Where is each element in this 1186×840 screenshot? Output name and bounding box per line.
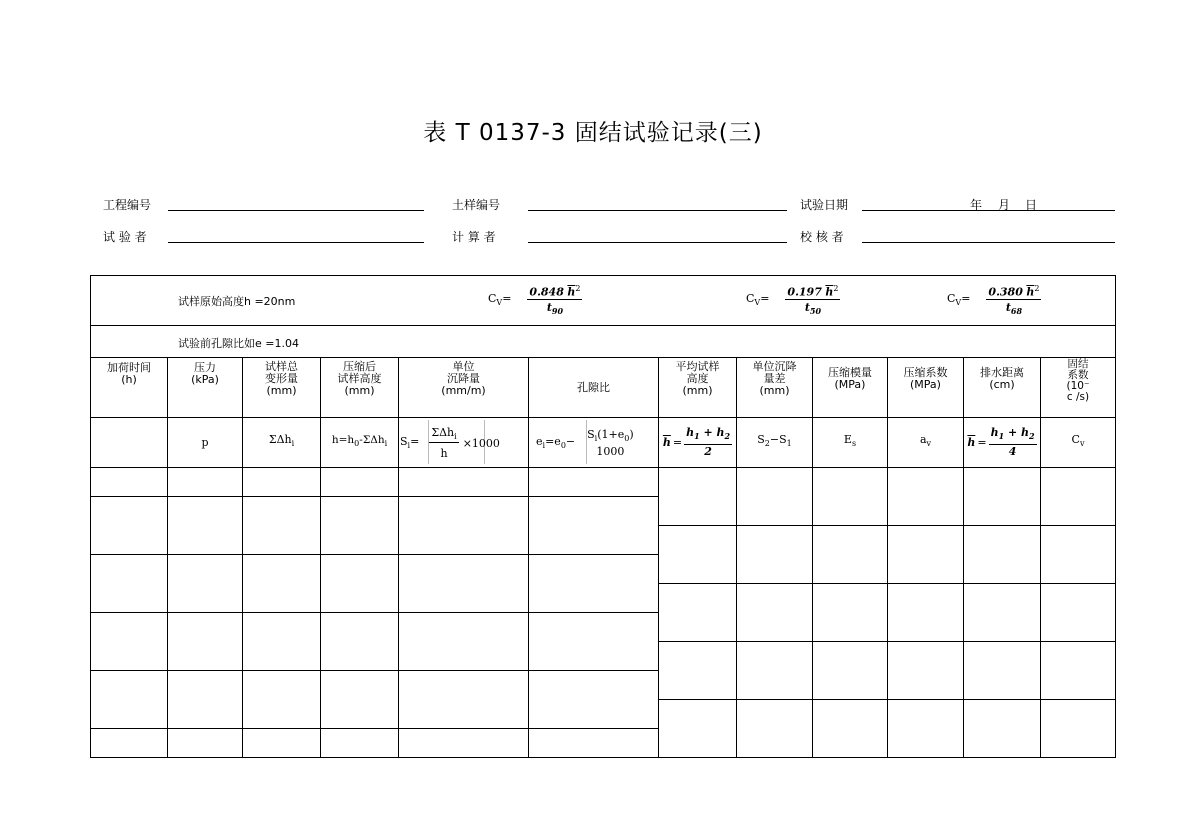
sample-no-label: 土样编号 xyxy=(452,198,501,212)
header-compressed-height: 压缩后 试样高度 (mm) xyxy=(337,360,382,397)
symbol-settlement-diff: $S_2-S_1$ xyxy=(757,433,792,449)
symbol-cv: $C_v$ xyxy=(1071,433,1085,449)
header-drainage-distance: 排水距离 (cm) xyxy=(980,366,1024,391)
cv-formula-90: $C_V=$ $\frac{0.848 \overline{h}^2}{t_{90}}$ xyxy=(488,283,581,317)
symbol-drainage-distance: $\overline{h}$ = $\frac{h_1 + h_2}{4}$ xyxy=(967,426,1035,458)
checker-label: 校 核 者 xyxy=(800,230,844,244)
initial-void-ratio-label: 试验前孔隙比如e =1.04 xyxy=(178,337,299,350)
header-total-deformation: 试样总 变形量 (mm) xyxy=(265,360,298,397)
cv-formula-50: $C_V=$ $\frac{0.197 \overline{h}^2}{t_{50}}$ xyxy=(746,283,839,317)
symbol-compressed-height: $h=h_0-\Sigma\Delta h_i$ xyxy=(331,434,388,449)
sample-no-field[interactable] xyxy=(528,210,787,211)
symbol-average-height: $\overline{h}$ = $\frac{h_1 + h_2}{2}$ xyxy=(662,426,731,458)
page-title: 表 T 0137-3 固结试验记录(三) xyxy=(423,120,763,146)
header-void-ratio: 孔隙比 xyxy=(577,380,610,394)
date-month: 月 xyxy=(998,198,1011,212)
header-pressure: 压力 (kPa) xyxy=(191,361,219,386)
symbol-av: $a_v$ xyxy=(919,433,932,449)
symbol-unit-settlement: $S_i=$ $\frac{\Sigma\Delta h_i}{h}$ ×1000 xyxy=(400,425,500,461)
symbol-total-deformation: ΣΔh$_i$ xyxy=(268,433,295,449)
calculator-field[interactable] xyxy=(528,242,787,243)
header-consolidation-coefficient: 固结 系数 (10⁻ c /s) xyxy=(1066,358,1090,403)
header-compression-coefficient: 压缩系数 (MPa) xyxy=(903,366,948,391)
checker-field[interactable] xyxy=(862,242,1115,243)
original-height-label: 试样原始高度h =20nm xyxy=(178,295,296,308)
symbol-void-ratio: $e_i=e_0-$ $S_i(1+e_0)$ 1000 xyxy=(536,427,634,459)
test-date-field[interactable] xyxy=(862,210,1115,211)
tester-label: 试 验 者 xyxy=(103,230,147,244)
header-unit-settlement: 单位 沉降量 (mm/m) xyxy=(441,360,486,397)
cv-formula-68: $C_V=$ $\frac{0.380 \overline{h}^2}{t_{68}}$ xyxy=(947,283,1040,317)
header-compression-modulus: 压缩模量 (MPa) xyxy=(828,366,872,391)
header-settlement-diff: 单位沉降 量差 (mm) xyxy=(752,360,797,397)
date-day: 日 xyxy=(1025,198,1038,212)
project-no-field[interactable] xyxy=(168,210,424,211)
header-loading-time: 加荷时间 (h) xyxy=(107,361,151,386)
symbol-p: p xyxy=(201,435,209,449)
symbol-es: $E_s$ xyxy=(843,433,857,449)
header-average-height: 平均试样 高度 (mm) xyxy=(675,360,720,397)
project-no-label: 工程编号 xyxy=(103,198,152,212)
tester-field[interactable] xyxy=(168,242,424,243)
date-year: 年 xyxy=(970,198,983,212)
calculator-label: 计 算 者 xyxy=(452,230,496,244)
test-date-label: 试验日期 xyxy=(800,198,849,212)
